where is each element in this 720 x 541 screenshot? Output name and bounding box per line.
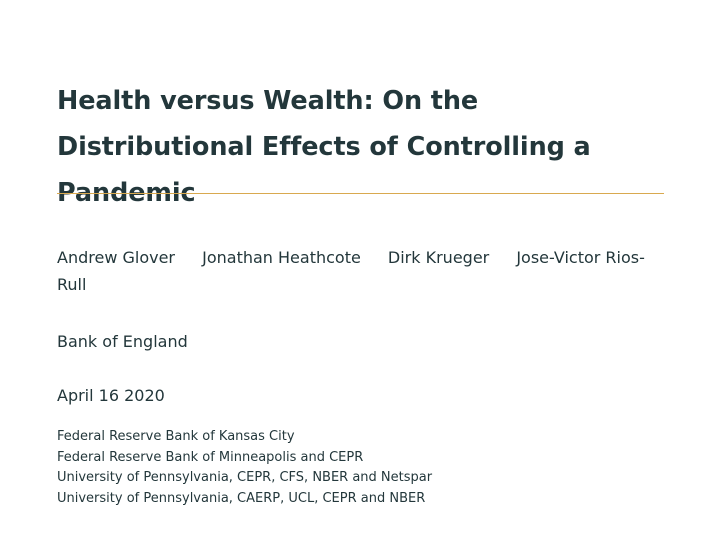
author-name: Jose-Victor Rios-Rull xyxy=(57,248,645,294)
affiliation-list xyxy=(57,427,677,509)
slide-title: Health versus Wealth: On the Distributional Effects of Controlling a Pandemic xyxy=(57,86,591,208)
author-name: Dirk Krueger xyxy=(387,248,490,267)
affiliation-item: Federal Reserve Bank of Minneapolis and CEPR xyxy=(57,449,364,465)
author-name: Jonathan Heathcote xyxy=(202,248,361,267)
affiliation-item: University of Pennsylvania, CEPR, CFS, NBER and Netspar xyxy=(57,470,433,485)
author-list xyxy=(57,244,669,298)
author-name: Andrew Glover xyxy=(57,248,176,267)
affiliation-item: Federal Reserve Bank of Kansas City xyxy=(57,429,295,444)
affiliation-item: University of Pennsylvania, CAERP, UCL, CEPR and NBER xyxy=(57,490,426,506)
presentation-venue: Bank of England xyxy=(57,332,188,351)
presentation-date: April 16 2020 xyxy=(57,386,165,405)
title-separator-line xyxy=(57,193,664,194)
